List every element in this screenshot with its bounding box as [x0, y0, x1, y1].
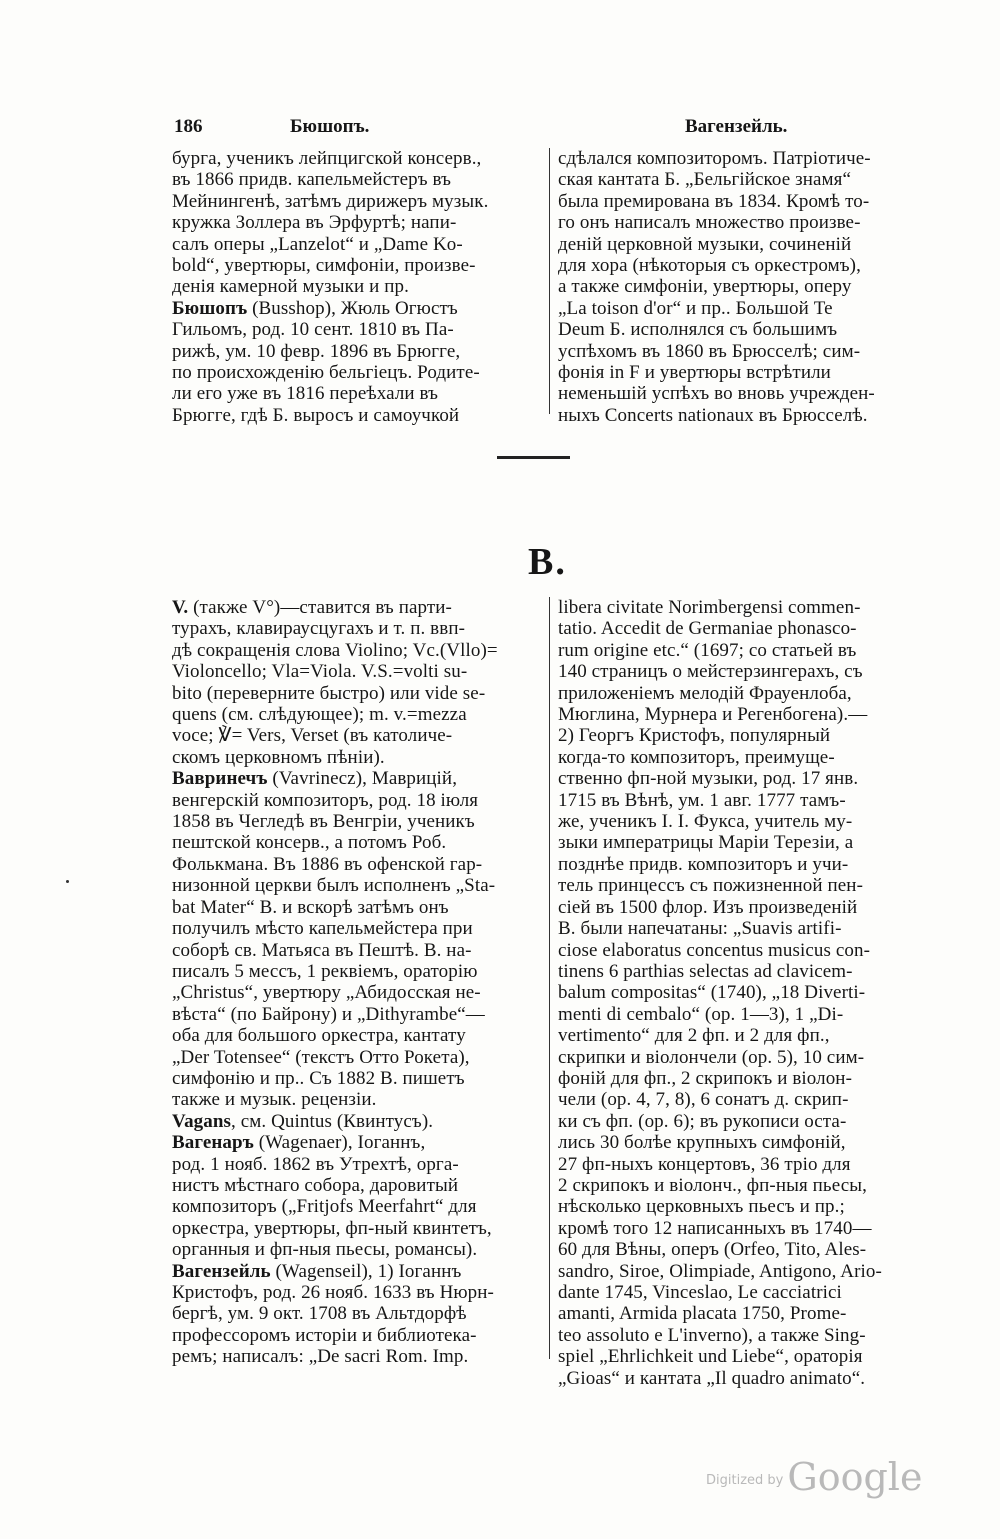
text-line: bat Mater“ В. и вскорѣ затѣмъ онъ [172, 896, 449, 918]
text-line: spiel „Ehrlichkeit und Liebe“, ораторія [558, 1346, 863, 1368]
text-line: сдѣлался композиторомъ. Патріотиче- [558, 148, 871, 169]
text-line: quens (см. слѣдующее); m. v.=mezza [172, 704, 467, 726]
text-line: кружка Золлера въ Эрфуртѣ; напи- [172, 212, 457, 234]
header-left-headword: Бюшопъ. [290, 116, 370, 137]
text-line: „Christus“, увертюру „Абидосская не- [172, 982, 481, 1004]
text-line: vertimento“ для 2 фп. и 2 для фп., [558, 1025, 830, 1047]
text-line: бурга, ученикъ лейпцигской консерв., [172, 148, 482, 169]
page-number: 186 [174, 116, 203, 137]
text-line: bito (переверните быстро) или vide se- [172, 682, 486, 704]
text-line: rum origine etc.“ (1697; со статьей въ [558, 639, 857, 661]
text-line: денія камерной музыки и пр. [172, 276, 409, 298]
text-line: 140 страницъ о мейстерзингерахъ, съ [558, 661, 863, 683]
entry-headword: Вагензейль [172, 1260, 271, 1282]
entry-headword: V. [172, 597, 189, 618]
bottom-left-column [172, 597, 544, 1368]
text-line: нѣсколько церковныхъ пьесъ и пр.; [558, 1196, 845, 1218]
text-line: Мейнингенѣ, затѣмъ дирижеръ музык. [172, 190, 489, 212]
text-line: Vagans, см. Quintus (Квинтусъ). [172, 1110, 434, 1132]
header-right-headword: Вагензейль. [685, 116, 788, 137]
text-line: деній церковной музыки, сочиненій [558, 233, 852, 255]
bottom-right-column [558, 597, 938, 1389]
text-line: род. 1 нояб. 1862 въ Утрехтѣ, орга- [172, 1153, 459, 1175]
text-line: ciose elaboratus concentus musicus con- [558, 939, 871, 961]
text-line: была премирована въ 1834. Кромѣ то- [558, 190, 870, 212]
text-line: Вагензейль (Wagenseil), 1) Іоганнъ [172, 1260, 462, 1282]
text-line: Вагенаръ (Wagenaer), Іоганнъ, [172, 1132, 426, 1154]
text-line: рижѣ, ум. 10 февр. 1896 въ Брюгге, [172, 340, 461, 362]
text-line: успѣхомъ въ 1860 въ Брюсселѣ; сим- [558, 340, 861, 362]
text-line: menti di cembalo“ (op. 1—3), 1 „Di- [558, 1003, 844, 1025]
text-line: ская кантата Б. „Бельгійское знамя“ [558, 169, 852, 191]
text-line: чели (op. 4, 7, 8), 6 сонатъ д. скрип- [558, 1089, 849, 1111]
digitized-watermark [706, 1455, 922, 1499]
text-line: по происхожденію бельгіецъ. Родите- [172, 362, 480, 384]
text-line: пештской консерв., а потомъ Роб. [172, 832, 447, 854]
text-line: приложеніемъ мелодій Фрауенлоба, [558, 682, 852, 704]
text-line: amanti, Armida placata 1750, Prome- [558, 1303, 847, 1325]
text-line: „Der Totensee“ (текстъ Отто Рокета), [172, 1046, 470, 1068]
scan-speck [66, 880, 69, 883]
text-line: sandro, Siroe, Olimpiade, Antigono, Ario- [558, 1260, 882, 1282]
text-line: „Gioas“ и кантата „Il quadro animato“. [558, 1367, 866, 1389]
column-divider-bottom [549, 597, 550, 1359]
text-line: 60 для Вѣны, оперъ (Orfeo, Tito, Ales- [558, 1239, 867, 1261]
text-line: тель принцессъ съ пожизненной пен- [558, 875, 864, 897]
text-line: Мюглина, Мурнера и Регенбогена).— [558, 704, 868, 726]
entry-headword: Бюшопъ [172, 297, 248, 319]
text-line: ки съ фп. (op. 6); въ рукописи оста- [558, 1110, 847, 1132]
text-line: V. (также V°)—ставится въ парти- [172, 597, 452, 618]
text-line: 1858 въ Чегледѣ въ Венгріи, ученикъ [172, 811, 475, 833]
text-line: лись 30 болѣе крупныхъ симфоній, [558, 1132, 846, 1154]
text-line: teo assoluto e L'inverno), а также Sing- [558, 1324, 866, 1346]
text-line: вѣста“ (по Байрону) и „Dithyrambe“— [172, 1003, 485, 1025]
text-line: ныхъ Concerts nationaux въ Брюсселѣ. [558, 404, 868, 426]
text-line: tinens 6 parthias selectas ad clavicem- [558, 960, 853, 982]
text-line: дѣ сокращенія слова Violino; Vc.(Vllo)= [172, 639, 498, 661]
text-line: В. были напечатаны: „Suavis artifi- [558, 918, 842, 940]
text-line: салъ оперы „Lanzelot“ и „Dame Ko- [172, 233, 463, 255]
text-line: органныя и фп-ныя пьесы, романсы). [172, 1239, 478, 1261]
section-letter: B. [528, 541, 567, 583]
text-line: когда-то композиторъ, преимуще- [558, 746, 835, 768]
text-line: же, ученикъ І. І. Фукса, учитель му- [558, 811, 853, 833]
text-line: сіей въ 1500 флор. Изъ произведеній [558, 896, 858, 918]
text-line: писалъ 5 мессъ, 1 реквіемъ, ораторію [172, 960, 478, 982]
text-line: оба для большого оркестра, кантату [172, 1025, 466, 1047]
text-line: tatio. Accedit de Germaniae phonasco- [558, 618, 857, 640]
top-left-column [172, 148, 544, 426]
text-line: венгерскій композиторъ, род. 18 іюля [172, 789, 479, 811]
text-line: оркестра, увертюры, фп-ный квинтетъ, [172, 1217, 492, 1239]
text-line: Фолькмана. Въ 1886 въ офенской гар- [172, 853, 483, 875]
text-line: скрипки и віолончели (op. 5), 10 сим- [558, 1046, 865, 1068]
text-line: фонія in F и увертюры встрѣтили [558, 362, 831, 384]
entry-headword: Vagans [172, 1110, 232, 1132]
text-line: го онъ написалъ множество произве- [558, 212, 861, 234]
top-right-column [558, 148, 938, 426]
text-line: симфонію и пр.. Съ 1882 В. пишетъ [172, 1067, 465, 1089]
text-line: скомъ церковномъ пѣніи). [172, 746, 385, 768]
text-line: получилъ мѣсто капельмейстера при [172, 918, 473, 940]
text-line: для хора (нѣкоторыя съ оркестромъ), [558, 255, 861, 277]
text-line: турахъ, клавираусцугахъ и т. п. ввп- [172, 618, 466, 640]
text-line: Violoncello; Vla=Viola. V.S.=volti su- [172, 661, 468, 683]
text-line: неменьшій успѣхъ во вновь учрежден- [558, 383, 875, 405]
text-line: въ 1866 придв. капельмейстеръ въ [172, 169, 452, 191]
text-line: нистъ мѣстнаго собора, даровитый [172, 1174, 459, 1196]
text-line: композиторъ („Fritjofs Meerfahrt“ для [172, 1196, 477, 1218]
text-line: 2 скрипокъ и віолонч., фп-ныя пьесы, [558, 1174, 867, 1196]
text-line: Брюгге, гдѣ Б. выросъ и самоучкой [172, 404, 460, 426]
text-line: Вавринечъ (Vavrinecz), Маврицій, [172, 768, 458, 790]
text-line: Гильомъ, род. 10 сент. 1810 въ Па- [172, 319, 454, 341]
text-line: зыки императрицы Маріи Терезіи, а [558, 832, 854, 854]
google-logo: Google [787, 1455, 923, 1499]
column-divider-top [549, 148, 550, 414]
text-line: 2) Георгъ Кристофъ, популярный [558, 725, 831, 747]
entry-headword: Вагенаръ [172, 1132, 254, 1154]
text-line: voce; ℣= Vers, Verset (въ католиче- [172, 725, 453, 747]
text-line: ли его уже въ 1816 переѣхали въ [172, 383, 439, 405]
text-line: бергѣ, ум. 9 окт. 1708 въ Альтдорфѣ [172, 1303, 467, 1325]
text-line: фоній для фп., 2 скрипокъ и віолон- [558, 1067, 852, 1089]
text-line: низонной церкви былъ исполненъ „Sta- [172, 875, 496, 897]
watermark-prefix: Digitized by [706, 1473, 784, 1488]
entry-headword: Вавринечъ [172, 768, 268, 790]
text-line: Deum Б. исполнялся съ большимъ [558, 319, 838, 341]
text-line: 1715 въ Вѣнѣ, ум. 1 авг. 1777 тамъ- [558, 789, 846, 811]
text-line: bold“, увертюры, симфоніи, произве- [172, 255, 476, 277]
text-line: также и музык. рецензіи. [172, 1089, 377, 1111]
text-line: ственно фп-ной музыки, род. 17 янв. [558, 768, 859, 790]
text-line: Бюшопъ (Busshop), Жюль Огюстъ [172, 297, 458, 319]
text-line: соборѣ св. Матьяса въ Пештѣ. В. на- [172, 939, 472, 961]
text-line: balum compositas“ (1740), „18 Diverti- [558, 982, 866, 1004]
text-line: позднѣе придв. композиторъ и учи- [558, 853, 849, 875]
text-line: профессоромъ исторіи и библиотека- [172, 1324, 477, 1346]
text-line: а также симфоніи, увертюры, оперу [558, 276, 852, 298]
text-line: libera civitate Norimbergensi commen- [558, 597, 861, 618]
text-line: кромѣ того 12 написанныхъ въ 1740— [558, 1217, 872, 1239]
text-line: Кристофъ, род. 26 нояб. 1633 въ Нюрн- [172, 1282, 494, 1303]
page-header [170, 116, 930, 144]
text-line: dante 1745, Vinceslao, Le cacciatrici [558, 1282, 842, 1303]
text-line: „La toison d'or“ и пр.. Большой Te [558, 297, 833, 319]
section-separator-rule [497, 456, 570, 459]
text-line: ремъ; написалъ: „De sacri Rom. Imp. [172, 1346, 469, 1368]
text-line: 27 фп-ныхъ концертовъ, 36 тріо для [558, 1153, 851, 1175]
